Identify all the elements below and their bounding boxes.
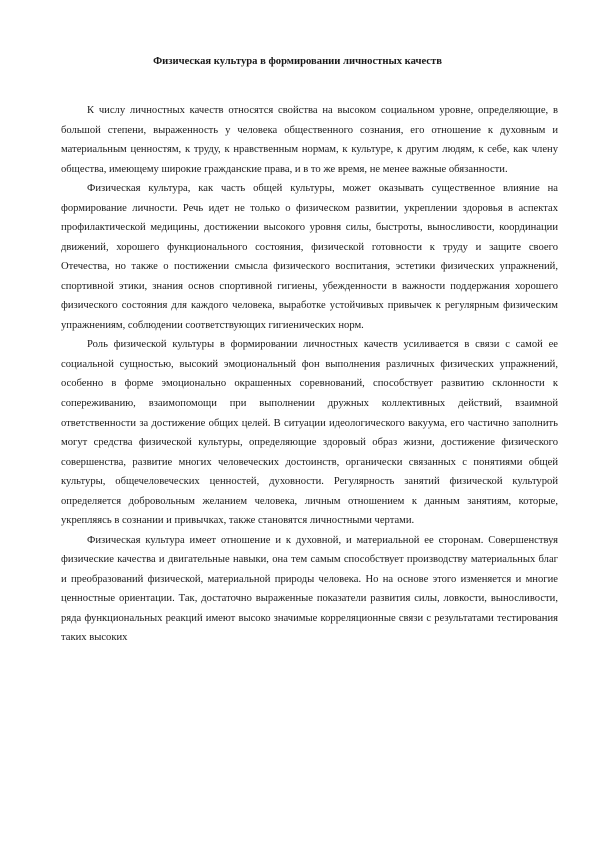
paragraph-2: Физическая культура, как часть общей культуры, может оказывать существенное влияние на формирование личности. Речь идет не только о физическом развитии, укреплении здоровья в аспектах профилактической медицины, достижении высокого уровня силы, быстроты, выносливости, координации движений, хорошего функционального состояния, физической готовности к труду и защите своего Отечества, но также о постижении смысла физического воспитания, эстетики физических упражнений, спортивной этики, знания основ спортивной гигиены, убежденности в важности поддержания хорошего физического состояния для каждого человека, выработке устойчивых привычек к регулярным физическим упражнениям, соблюдении соответствующих гигиенических норм. — [61, 183, 558, 331]
document-body — [61, 101, 558, 648]
paragraph-4: Физическая культура имеет отношение и к духовной, и материальной ее сторонам. Совершенствуя физические качества и двигательные навыки, она тем самым способствует производству материальных благ и преобразований физической, материальной природы человека. Но на основе этого изменяется и многие ценностные ориентации. Так, достаточно выраженные показатели развития силы, ловкости, выносливости, ряда функциональных реакций имеют высоко значимые корреляционные связи с результатами тестирования таких высоких — [61, 534, 558, 644]
paragraph-3: Роль физической культуры в формировании личностных качеств усиливается в связи с самой ее социальной сущностью, высокий эмоциональный фон выполнения различных физических упражнений, особенно в форме эмоционально окрашенных соревнований, способствует развитию склонности к сопереживанию, взаимопомощи при выполнении дружных коллективных действий, взаимной ответственности за достижение общих целей. В ситуации идеологического вакуума, его частично заполнить могут средства физической культуры, определяющие здоровый образ жизни, достижение физического совершенства, развитие многих человеческих достоинств, органически связанных с понятиями общей культуры, общечеловеческих ценностей, духовности. Регулярность занятий физической культурой определяется добровольным желанием человека, личным отношением к данным занятиям, которые, укрепляясь в сознании и привычках, также становятся личностными чертами. — [61, 339, 558, 527]
document-title: Физическая культура в формировании личностных качеств — [153, 56, 442, 67]
paragraph-1: К числу личностных качеств относятся свойства на высоком социальном уровне, определяющие, в большой степени, выраженность у человека общественного сознания, его отношение к духовным и материальным ценностям, к труду, к нравственным нормам, к культуре, к другим людям, к себе, как члену общества, имеющему широкие гражданские права, и в то же время, не менее важные обязанности. — [61, 105, 558, 175]
